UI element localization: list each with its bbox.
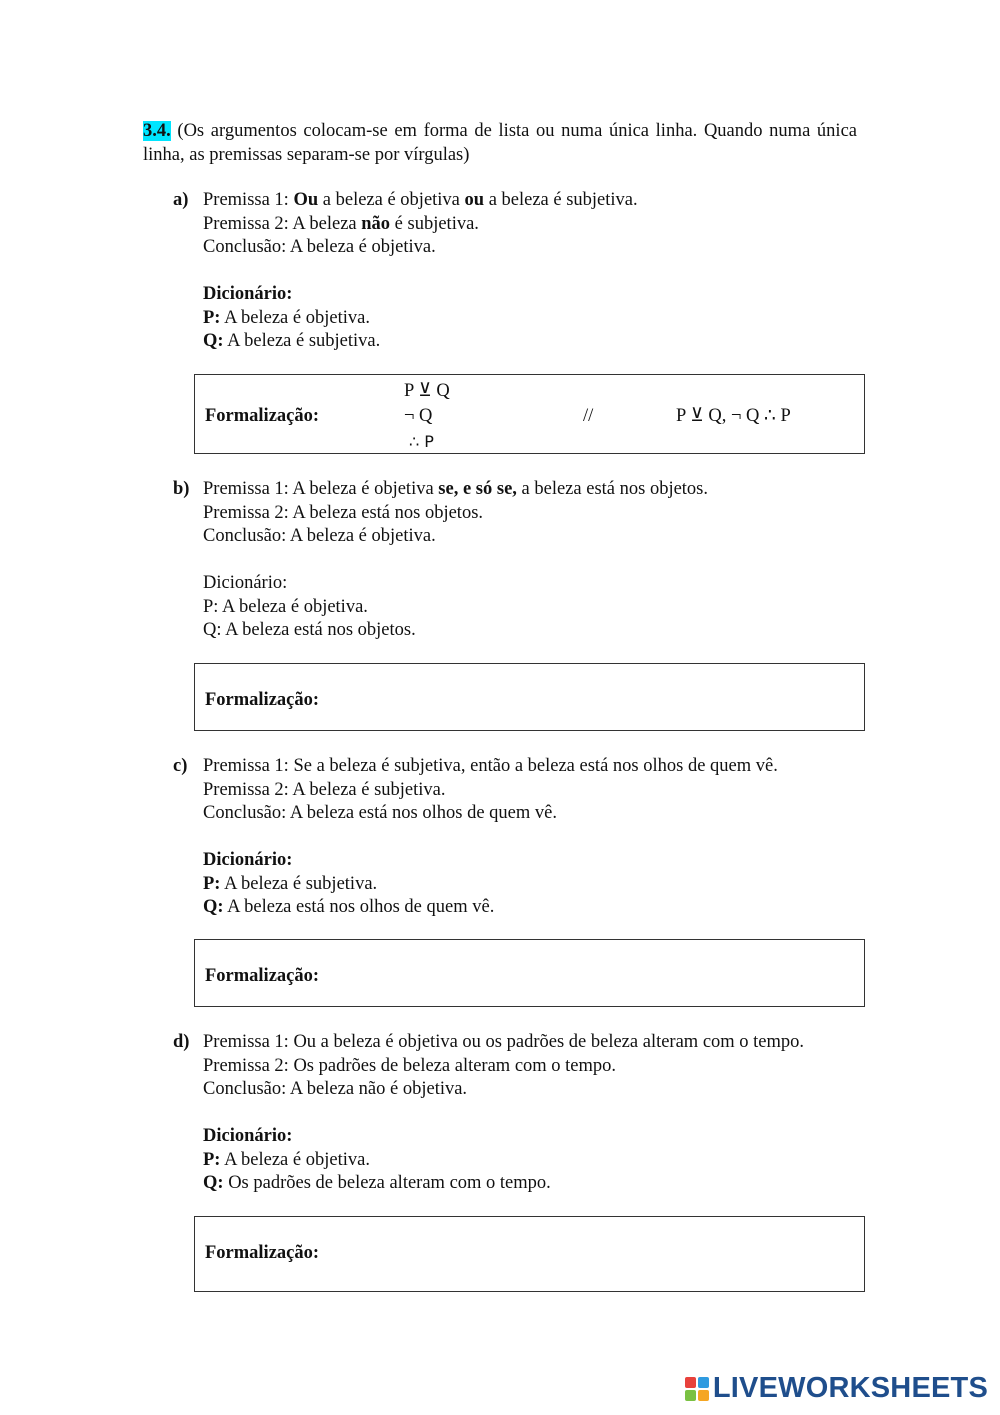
exercise-number: 3.4. [143,121,171,141]
conclusion: Conclusão: A beleza não é objetiva. [203,1079,468,1099]
premise-2: Premissa 2: A beleza não é subjetiva. [203,213,479,234]
formalization-label: Formalização: [205,406,320,426]
logo-tiles-icon [685,1377,709,1401]
premise-1: Premissa 1: Ou a beleza é objetiva ou os padrões de beleza alteram com o tempo. [203,1032,805,1052]
premise-1: Premissa 1: A beleza é objetiva se, e só se, a beleza está nos objetos. [203,479,709,499]
dictionary-title: Dicionário: [203,284,293,304]
dictionary-p: P: A beleza é objetiva. [203,596,368,617]
exercise-d-body [203,1031,863,1196]
exercise-d-letter: d) [173,1032,190,1052]
premise-2: Premissa 2: A beleza é subjetiva. [203,779,446,800]
formalization-box-a [194,374,865,454]
formalization-label: Formalização: [205,690,320,710]
formula-line-3: ∴ P [409,432,434,451]
dictionary-p: P: A beleza é objetiva. [203,307,370,328]
intro-paragraph [143,120,857,167]
formula-line-2: ¬ Q [404,406,433,426]
conclusion: Conclusão: A beleza está nos olhos de quem vê. [203,803,557,823]
dictionary-title: Dicionário: [203,850,293,870]
exercise-c-letter: c) [173,756,188,776]
intro-text: (Os argumentos colocam-se em forma de lista ou numa única linha. Quando numa única linha, as premissas separam-se por vírgulas) [143,121,857,165]
formalization-box-b[interactable] [194,663,865,731]
dictionary-q: Q: A beleza é subjetiva. [203,331,381,351]
dictionary-q: Q: Os padrões de beleza alteram com o tempo. [203,1173,551,1193]
liveworksheets-logo [685,1371,988,1407]
logo-tile [698,1390,709,1401]
conclusion: Conclusão: A beleza é objetiva. [203,526,436,546]
premise-1: Premissa 1: Se a beleza é subjetiva, então a beleza está nos olhos de quem vê. [203,756,778,776]
exercise-b-body [203,478,863,643]
formalization-box-c[interactable] [194,939,865,1007]
formalization-label: Formalização: [205,1243,320,1263]
logo-tile [685,1377,696,1388]
dictionary-p: P: A beleza é subjetiva. [203,873,378,894]
logo-tile [698,1377,709,1388]
premise-2: Premissa 2: Os padrões de beleza alteram com o tempo. [203,1055,617,1076]
logo-text: LIVEWORKSHEETS [712,1372,988,1405]
premise-2: Premissa 2: A beleza está nos objetos. [203,502,484,523]
formalization-box-d[interactable] [194,1216,865,1292]
dictionary-q: Q: A beleza está nos olhos de quem vê. [203,897,495,917]
dictionary-title: Dicionário: [203,1126,293,1146]
formula-line-1: P ⊻ Q [404,381,450,401]
formalization-label: Formalização: [205,966,320,986]
formula-separator: // [583,406,594,426]
premise-1: Premissa 1: Ou a beleza é objetiva ou a beleza é subjetiva. [203,190,638,210]
formula-inline: P ⊻ Q, ¬ Q ∴ P [676,406,791,426]
logo-tile [685,1390,696,1401]
dictionary-q: Q: A beleza está nos objetos. [203,620,416,640]
exercise-c-body [203,755,863,920]
exercise-a-body [203,189,863,354]
exercise-b-letter: b) [173,479,190,499]
exercise-a-letter: a) [173,190,189,210]
dictionary-p: P: A beleza é objetiva. [203,1149,370,1170]
conclusion: Conclusão: A beleza é objetiva. [203,237,436,257]
dictionary-title: Dicionário: [203,573,288,593]
